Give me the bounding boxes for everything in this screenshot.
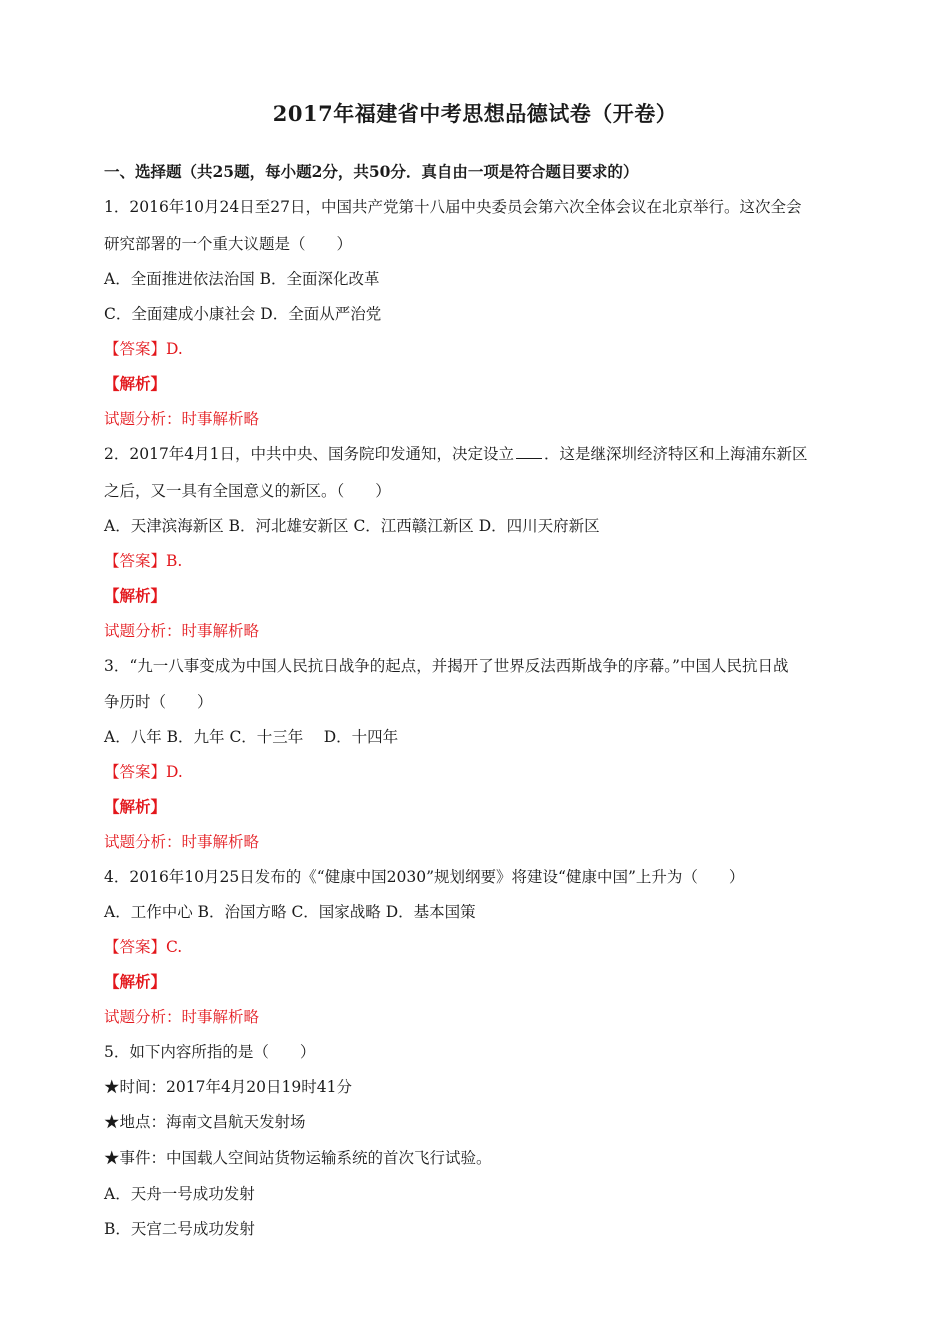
question-5-option-b: B．天宫二号成功发射 bbox=[104, 1220, 255, 1238]
question-2-stem-after-blank: ．这是继深圳经济特区和上海浦东新区 bbox=[544, 445, 808, 463]
question-5-info-place: ★地点：海南文昌航天发射场 bbox=[104, 1113, 306, 1131]
question-4-options-line-1: A．工作中心 B．治国方略 C．国家战略 D．基本国策 bbox=[104, 903, 476, 921]
question-2-analysis: 试题分析：时事解析略 bbox=[104, 622, 260, 640]
question-4-analysis-label: 【解析】 bbox=[104, 972, 167, 991]
question-2-stem-before-blank: 2．2017年4月1日，中共中央、国务院印发通知，决定设立 bbox=[104, 445, 515, 463]
question-4-answer: 【答案】C. bbox=[104, 938, 183, 956]
question-2-stem-line-2: 之后，又一具有全国意义的新区。（ ） bbox=[104, 482, 391, 500]
question-3-analysis: 试题分析：时事解析略 bbox=[104, 833, 260, 851]
question-1-stem-line-2: 研究部署的一个重大议题是（ ） bbox=[104, 235, 353, 253]
question-4-stem-line-1: 4．2016年10月25日发布的《“健康中国2030”规划纲要》将建设“健康中国”上升为（ ） bbox=[104, 868, 745, 886]
question-3-options-line-1: A．八年 B．九年 C．十三年 D．十四年 bbox=[104, 728, 399, 746]
question-1-options-line-2: C．全面建成小康社会 D．全面从严治党 bbox=[104, 305, 382, 323]
question-5-info-event: ★事件：中国载人空间站货物运输系统的首次飞行试验。 bbox=[104, 1149, 492, 1167]
question-3-answer: 【答案】D. bbox=[104, 763, 183, 781]
question-3-stem-line-1: 3．“九一八事变成为中国人民抗日战争的起点，并揭开了世界反法西斯战争的序幕。”中国人民抗日战 bbox=[104, 657, 789, 675]
question-2-options-line-1: A．天津滨海新区 B．河北雄安新区 C．江西赣江新区 D．四川天府新区 bbox=[104, 517, 600, 535]
question-1-answer: 【答案】D. bbox=[104, 340, 183, 358]
question-5-option-a: A．天舟一号成功发射 bbox=[104, 1185, 255, 1203]
question-3-stem-line-2: 争历时（ ） bbox=[104, 693, 213, 711]
question-1-options-line-1: A．全面推进依法治国 B．全面深化改革 bbox=[104, 270, 380, 288]
section-header: 一、选择题（共25题，每小题2分，共50分．真自由一项是符合题目要求的） bbox=[104, 162, 639, 181]
question-2-stem-line-1 bbox=[104, 442, 808, 464]
question-5-info-time: ★时间：2017年4月20日19时41分 bbox=[104, 1078, 352, 1096]
fill-in-blank bbox=[516, 444, 542, 459]
question-5-stem-line-1: 5．如下内容所指的是（ ） bbox=[104, 1043, 316, 1061]
question-1-analysis: 试题分析：时事解析略 bbox=[104, 410, 260, 428]
question-1-analysis-label: 【解析】 bbox=[104, 374, 167, 393]
question-2-analysis-label: 【解析】 bbox=[104, 586, 167, 605]
question-3-analysis-label: 【解析】 bbox=[104, 797, 167, 816]
question-2-answer: 【答案】B. bbox=[104, 552, 183, 570]
question-4-analysis: 试题分析：时事解析略 bbox=[104, 1008, 260, 1026]
question-1-stem-line-1: 1．2016年10月24日至27日，中国共产党第十八届中央委员会第六次全体会议在北京举行。这次全会 bbox=[104, 198, 802, 216]
page-title: 2017年福建省中考思想品德试卷（开卷） bbox=[272, 101, 678, 126]
